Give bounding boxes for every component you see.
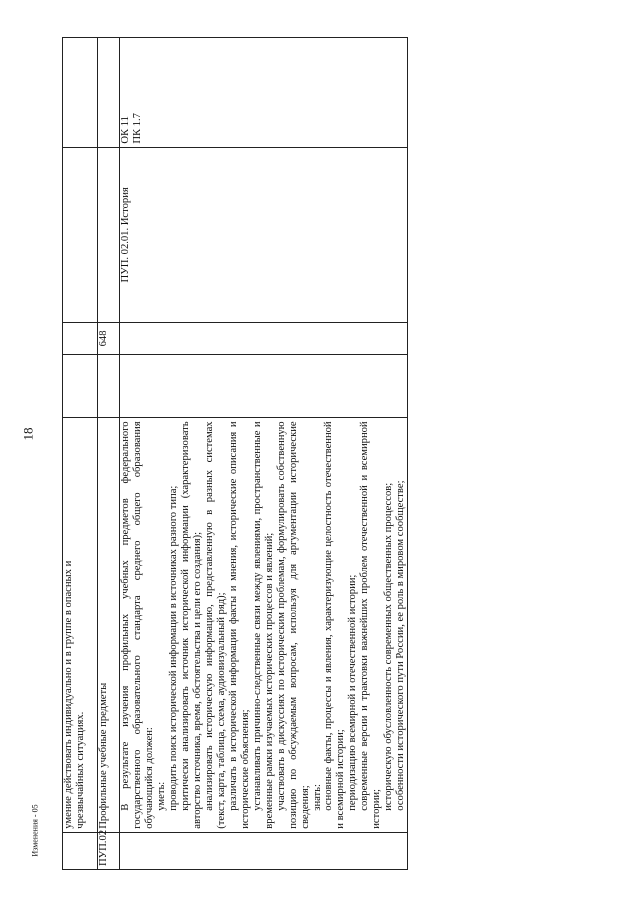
paragraph: основные факты, процессы и явления, характеризующие целостность отечественной и всемирной истории;: [323, 421, 347, 829]
competency-code: ОК 11: [120, 116, 131, 144]
cell-empty: [63, 323, 98, 355]
paragraph: периодизацию всемирной и отечественной истории;: [347, 574, 359, 811]
competencies: [120, 38, 408, 148]
cell-empty: [98, 38, 120, 148]
cell-empty: [98, 354, 120, 418]
paragraph: критически анализировать источник исторической информации (характеризовать авторство источника, время, обстоятельства и цели его создания);: [179, 421, 203, 829]
table-row: [120, 38, 408, 870]
paragraph: проводить поиск исторической информации в источниках разного типа;: [167, 485, 179, 811]
cell-empty: [120, 832, 408, 869]
paragraph: В результате изучения профильных учебных предметов федерального государственного образовательного стандарта среднего общего образования обучающийся должен:: [120, 421, 155, 829]
paragraph: знать:: [311, 784, 323, 811]
cell-skills-continuation: [63, 418, 98, 832]
cell-empty: [63, 38, 98, 148]
section-hours: 648: [98, 323, 120, 355]
footer-revision: Изменения - 05: [30, 804, 40, 857]
cell-empty: [120, 323, 408, 355]
subject-requirements: [120, 418, 408, 832]
table-row: [98, 38, 120, 870]
section-code: ПУП.02: [98, 832, 120, 869]
paragraph: различать в исторической информации факты и мнения, исторические описания и исторические объяснения;: [227, 421, 251, 829]
paragraph: уметь:: [155, 781, 167, 811]
paragraph: историческую обусловленность современных общественных процессов;: [383, 482, 395, 811]
text-line: чрезвычайных ситуациях.: [74, 711, 86, 829]
paragraph: современные версии и трактовки важнейших проблем отечественной и всемирной истории;: [359, 421, 383, 829]
discipline-name: ПУП. 02.01. История: [120, 147, 408, 322]
page-number: 18: [20, 427, 36, 441]
paragraph: устанавливать причинно-следственные связи между явлениями, пространственные и временные рамки изучаемых исторических процессов и явлений;: [251, 421, 275, 829]
competency-code: ПК 1.7: [131, 113, 143, 144]
cell-empty: [63, 147, 98, 322]
text-line: умение действовать индивидуально и в группе в опасных и: [63, 560, 74, 829]
curriculum-table: [62, 37, 408, 870]
cell-empty: [63, 354, 98, 418]
section-title: Профильные учебные предметы: [98, 418, 120, 832]
cell-empty: [98, 147, 120, 322]
paragraph: особенности исторического пути России, ее роль в мировом сообществе;: [395, 480, 407, 811]
paragraph: участвовать в дискуссиях по историческим проблемам, формулировать собственную позицию по обсуждаемым вопросам, используя для аргументации исторические сведения;: [275, 421, 311, 829]
cell-empty: [63, 832, 98, 869]
cell-empty: [120, 354, 408, 418]
paragraph: анализировать историческую информацию, представленную в разных системах (текст, карта, таблица, схема, аудиовизуальный ряд);: [203, 421, 227, 829]
rotated-table-sheet: [62, 37, 604, 870]
table-row: [63, 38, 98, 870]
